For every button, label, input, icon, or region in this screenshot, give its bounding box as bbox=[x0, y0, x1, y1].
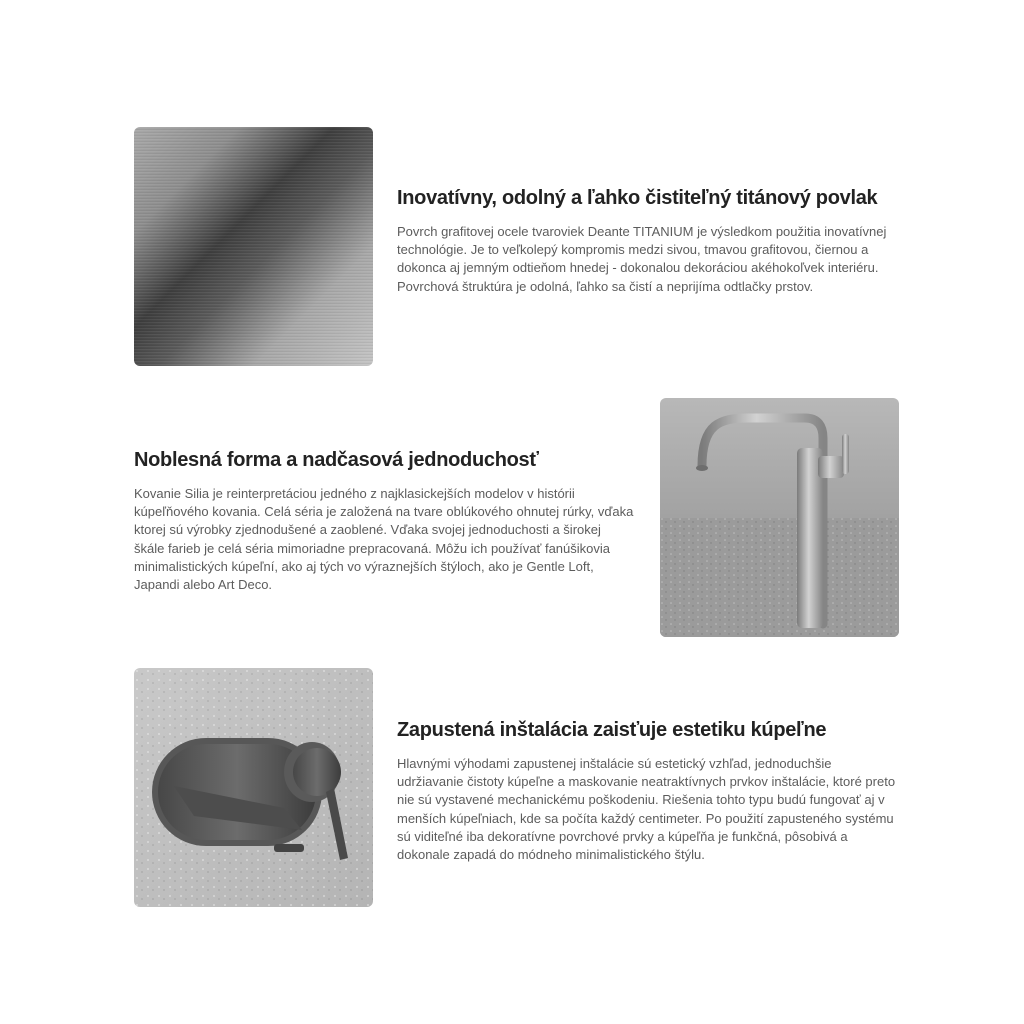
section-2-text bbox=[134, 447, 634, 594]
wall-mounted-faucet-image bbox=[134, 668, 373, 907]
section-3-title: Zapustená inštalácia zaisťuje estetiku kúpeľne bbox=[397, 719, 827, 741]
section-3-description: Hlavnými výhodami zapustenej inštalácie sú estetický vzhľad, jednoduchšie udržiavanie čistoty kúpeľne a maskovanie neatraktívnych prvkov inštalácie, ktoré preto nie sú vystavené mechanickému poškodeniu. Riešenia tohto typu budú fungovať aj v menších kúpeľniach, kde sa počíta každý centimeter. Po použití zapusteného systému sú viditeľné iba dekoratívne povrchové prvky a kúpeľňa je funkčná, pôsobivá a dokonale zapadá do módneho minimalistického štýlu. bbox=[397, 756, 896, 863]
brushed-titanium-image bbox=[134, 127, 373, 366]
section-3-text bbox=[397, 717, 897, 864]
tall-faucet-image bbox=[660, 398, 899, 637]
section-1-description: Povrch grafitovej ocele tvaroviek Deante TITANIUM je výsledkom použitia inovatívnej technológie. Je to veľkolepý kompromis medzi sivou, tmavou grafitovou, čiernou a dokonca aj jemným odtieňom hnedej - dokonalou dekoráciou akéhokoľvek interiéru. Povrchová štruktúra je odolná, ľahko sa čistí a neprijíma odtlačky prstov. bbox=[397, 224, 887, 294]
section-1-title: Inovatívny, odolný a ľahko čistiteľný titánový povlak bbox=[397, 187, 878, 209]
section-1-text bbox=[397, 185, 897, 296]
section-2-title: Noblesná forma a nadčasová jednoduchosť bbox=[134, 449, 539, 471]
section-2-description: Kovanie Silia je reinterpretáciou jedného z najklasickejších modelov v histórii kúpeľňového kovania. Celá séria je založená na tvare oblúkového ohnutej rúrky, vďaka ktorej sú výrobky zjednodušené a zaoblené. Vďaka svojej jednoduchosti a širokej škále farieb je celá séria mimoriadne prepracovaná. Môžu ich používať fanúšikovia minimalistických kúpeľní, ako aj tých vo výraznejších štýloch, ako je Gentle Loft, Japandi alebo Art Deco. bbox=[134, 486, 634, 593]
